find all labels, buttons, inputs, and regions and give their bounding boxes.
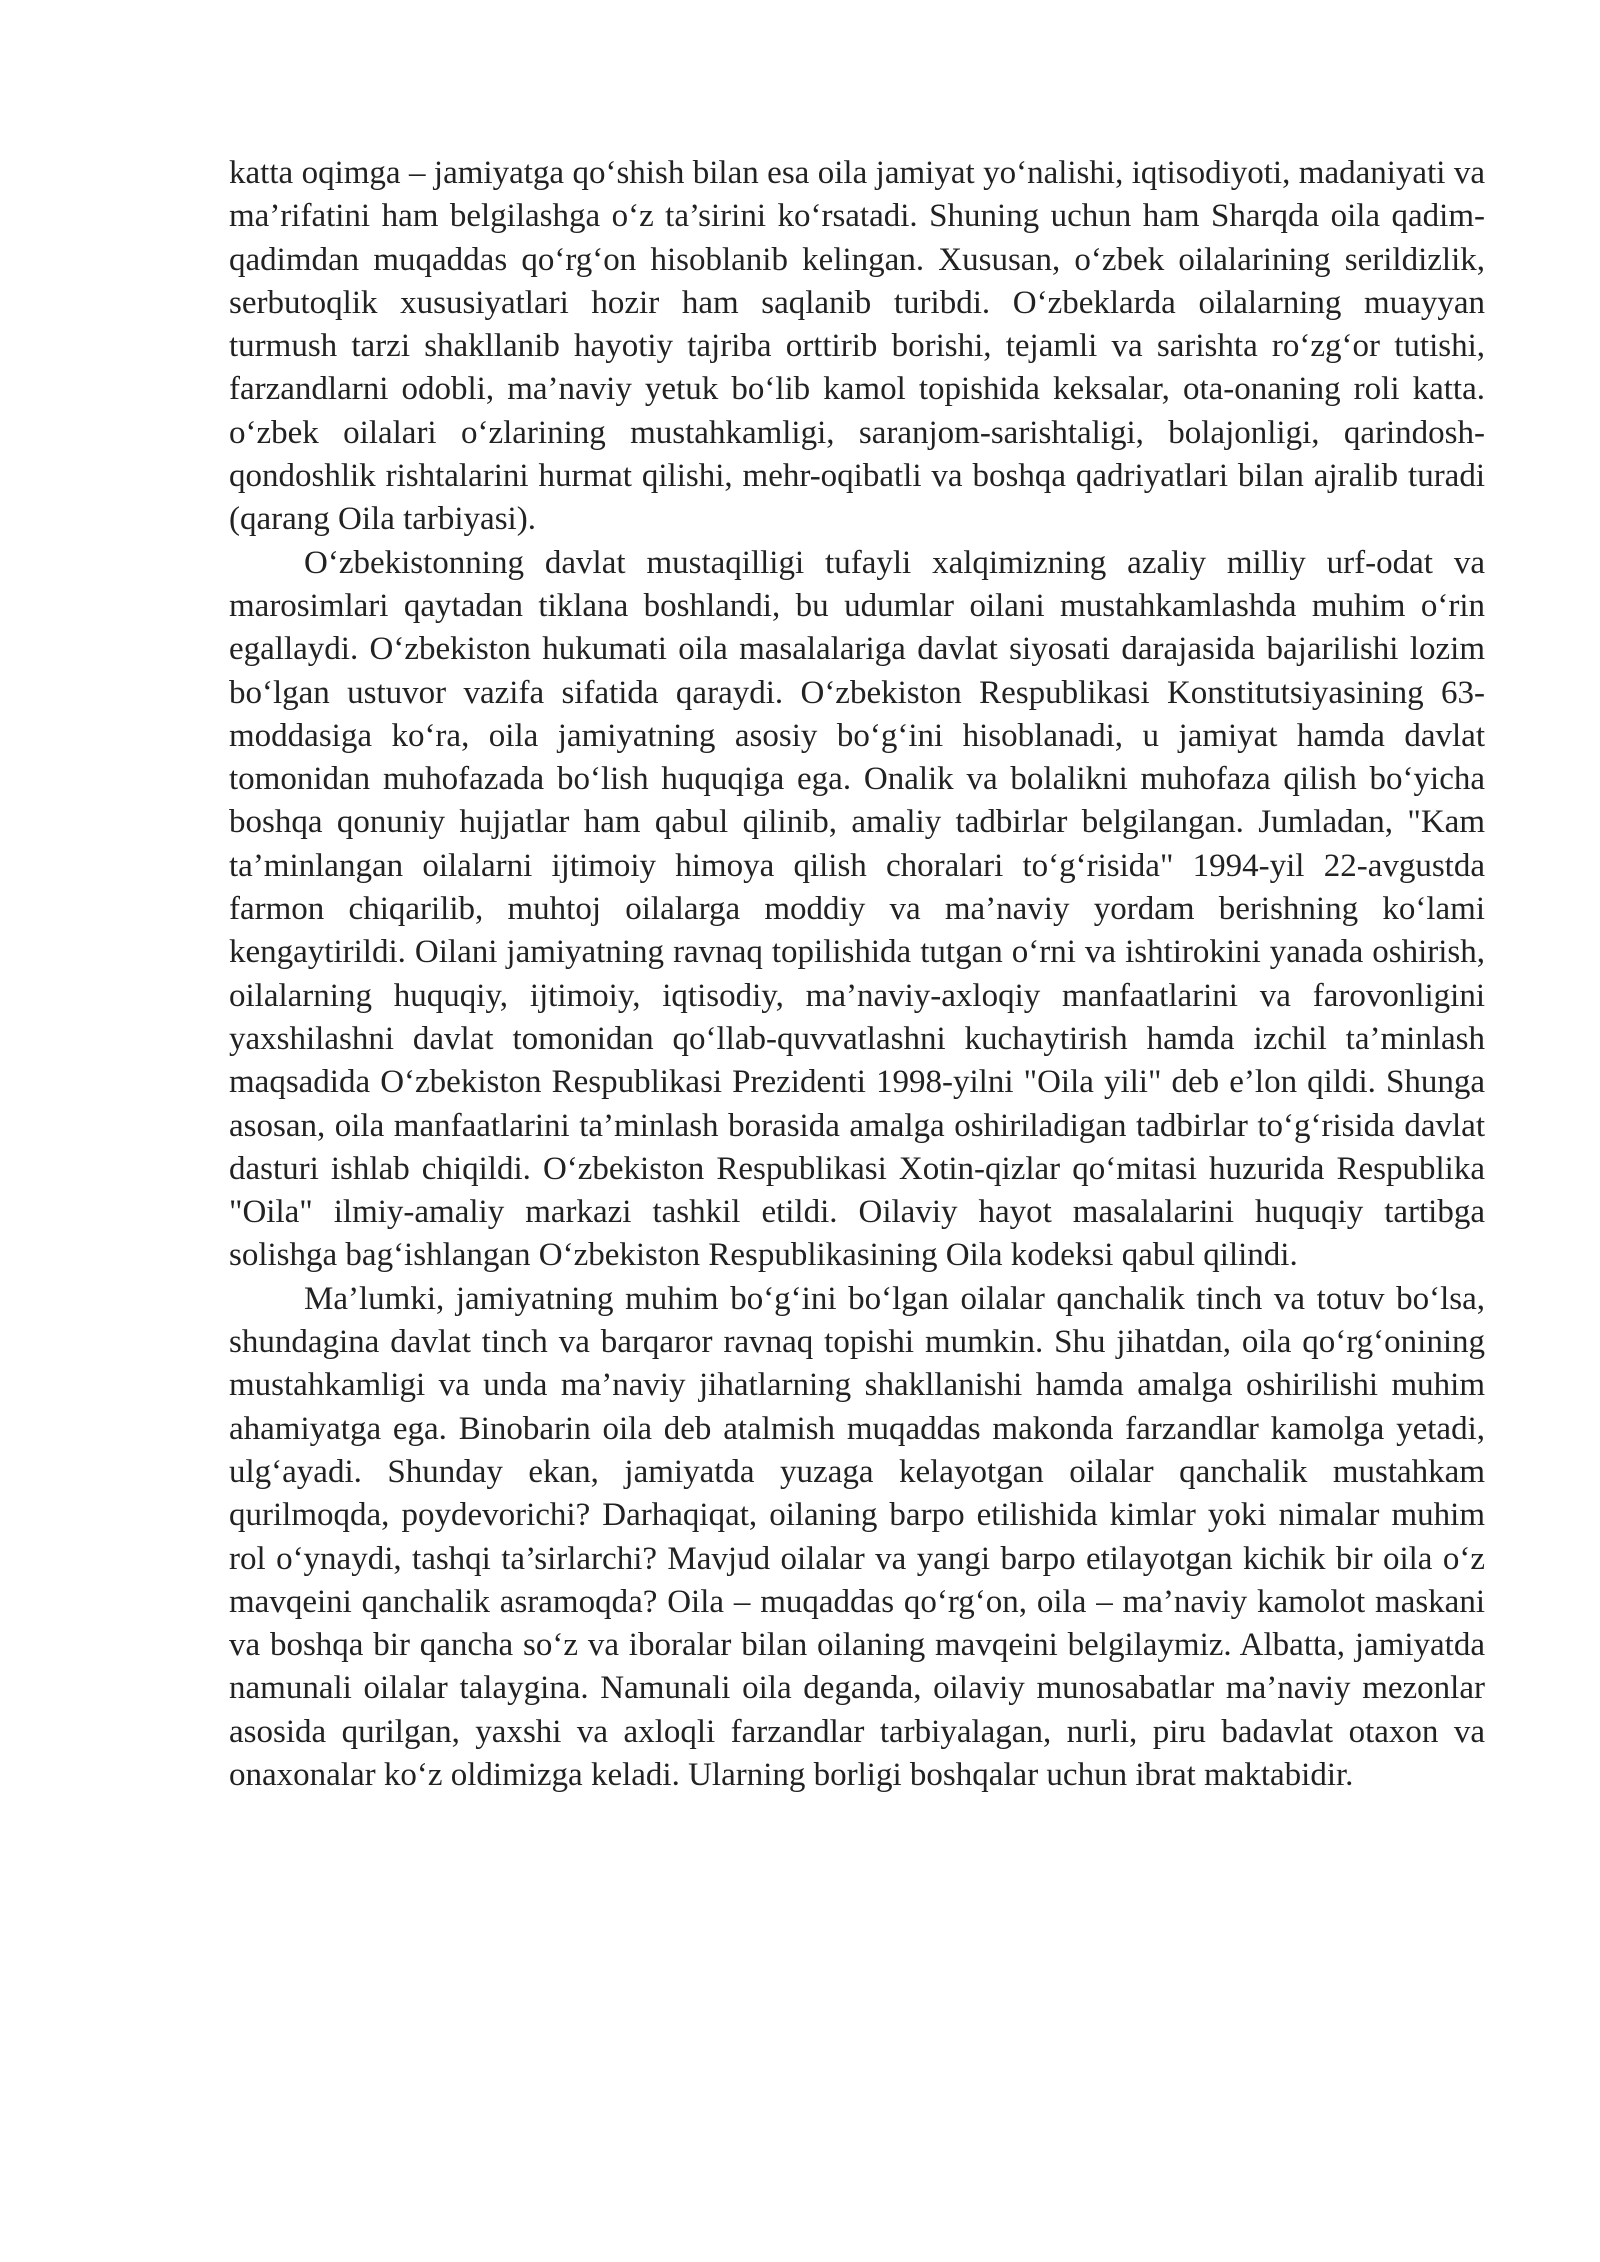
paragraph-3: Ma’lumki, jamiyatning muhim bo‘g‘ini bo‘lgan oilalar qanchalik tinch va totuv bo‘lsa, shundagina davlat tinch va barqaror ravnaq topishi mumkin. Shu jihatdan, oila qo‘rg‘onining mustahkamligi va unda ma’naviy jihatlarning shakllanishi hamda amalga oshirilishi muhim ahamiyatga ega. Binobarin oila deb atalmish muqaddas makonda farzandlar kamolga yetadi, ulg‘ayadi. Shunday ekan, jamiyatda yuzaga kelayotgan oilalar qanchalik mustahkam qurilmoqda, poydevorichi? Darhaqiqat, oilaning barpo etilishida kimlar yoki nimalar muhim rol o‘ynaydi, tashqi ta’sirlarchi? Mavjud oilalar va yangi barpo etilayotgan kichik bir oila o‘z mavqeini qanchalik asramoqda? Oila – muqaddas qo‘rg‘on, oila – ma’naviy kamolot maskani va boshqa bir qancha so‘z va iboralar bilan oilaning mavqeini belgilaymiz. Albatta, jamiyatda namunali oilalar talaygina. Namunali oila deganda, oilaviy munosabatlar ma’naviy mezonlar asosida qurilgan, yaxshi va axloqli farzandlar tarbiyalagan, nurli, piru badavlat otaxon va onaxonalar ko‘z oldimizga keladi. Ularning borligi boshqalar uchun ibrat maktabidir. bbox=[229, 1280, 1485, 1793]
document-page bbox=[229, 152, 1485, 1797]
paragraph-2: O‘zbekistonning davlat mustaqilligi tufayli xalqimizning azaliy milliy urf-odat va marosimlari qaytadan tiklana boshlandi, bu udumlar oilani mustahkamlashda muhim o‘rin egallaydi. O‘zbekiston hukumati oila masalalariga davlat siyosati darajasida bajarilishi lozim bo‘lgan ustuvor vazifa sifatida qaraydi. O‘zbekiston Respublikasi Konstitutsiyasining 63-moddasiga ko‘ra, oila jamiyatning asosiy bo‘g‘ini hisoblanadi, u jamiyat hamda davlat tomonidan muhofazada bo‘lish huquqiga ega. Onalik va bolalikni muhofaza qilish bo‘yicha boshqa qonuniy hujjatlar ham qabul qilinib, amaliy tadbirlar belgilangan. Jumladan, "Kam ta’minlangan oilalarni ijtimoiy himoya qilish choralari to‘g‘risida" 1994-yil 22-avgustda farmon chiqarilib, muhtoj oilalarga moddiy va ma’naviy yordam berishning ko‘lami kengaytirildi. Oilani jamiyatning ravnaq topilishida tutgan o‘rni va ishtirokini yanada oshirish, oilalarning huquqiy, ijtimoiy, iqtisodiy, ma’naviy-axloqiy manfaatlarini va farovonligini yaxshilashni davlat tomonidan qo‘llab-quvvatlashni kuchaytirish hamda izchil ta’minlash maqsadida O‘zbekiston Respublikasi Prezidenti 1998-yilni "Oila yili" deb e’lon qildi. Shunga asosan, oila manfaatlarini ta’minlash borasida amalga oshiriladigan tadbirlar to‘g‘risida davlat dasturi ishlab chiqildi. O‘zbekiston Respublikasi Xotin-qizlar qo‘mitasi huzurida Respublika "Oila" ilmiy-amaliy markazi tashkil etildi. Oilaviy hayot masalalarini huquqiy tartibga solishga bag‘ishlangan O‘zbekiston Respublikasining Oila kodeksi qabul qilindi. bbox=[229, 544, 1485, 1274]
paragraph-1: katta oqimga – jamiyatga qo‘shish bilan esa oila jamiyat yo‘nalishi, iqtisodiyoti, madaniyati va ma’rifatini ham belgilashga o‘z ta’sirini ko‘rsatadi. Shuning uchun ham Sharqda oila qadim-qadimdan muqaddas qo‘rg‘on hisoblanib kelingan. Xususan, o‘zbek oilalarining serildizlik, serbutoqlik xususiyatlari hozir ham saqlanib turibdi. O‘zbeklarda oilalarning muayyan turmush tarzi shakllanib hayotiy tajriba orttirib borishi, tejamli va sarishta ro‘zg‘or tutishi, farzandlarni odobli, ma’naviy yetuk bo‘lib kamol topishida keksalar, ota-onaning roli katta. o‘zbek oilalari o‘zlarining mustahkamligi, saranjom-sarishtaligi, bolajonligi, qarindosh-qondoshlik rishtalarini hurmat qilishi, mehr-oqibatli va boshqa qadriyatlari bilan ajralib turadi (qarang Oila tarbiyasi). bbox=[229, 155, 1485, 538]
